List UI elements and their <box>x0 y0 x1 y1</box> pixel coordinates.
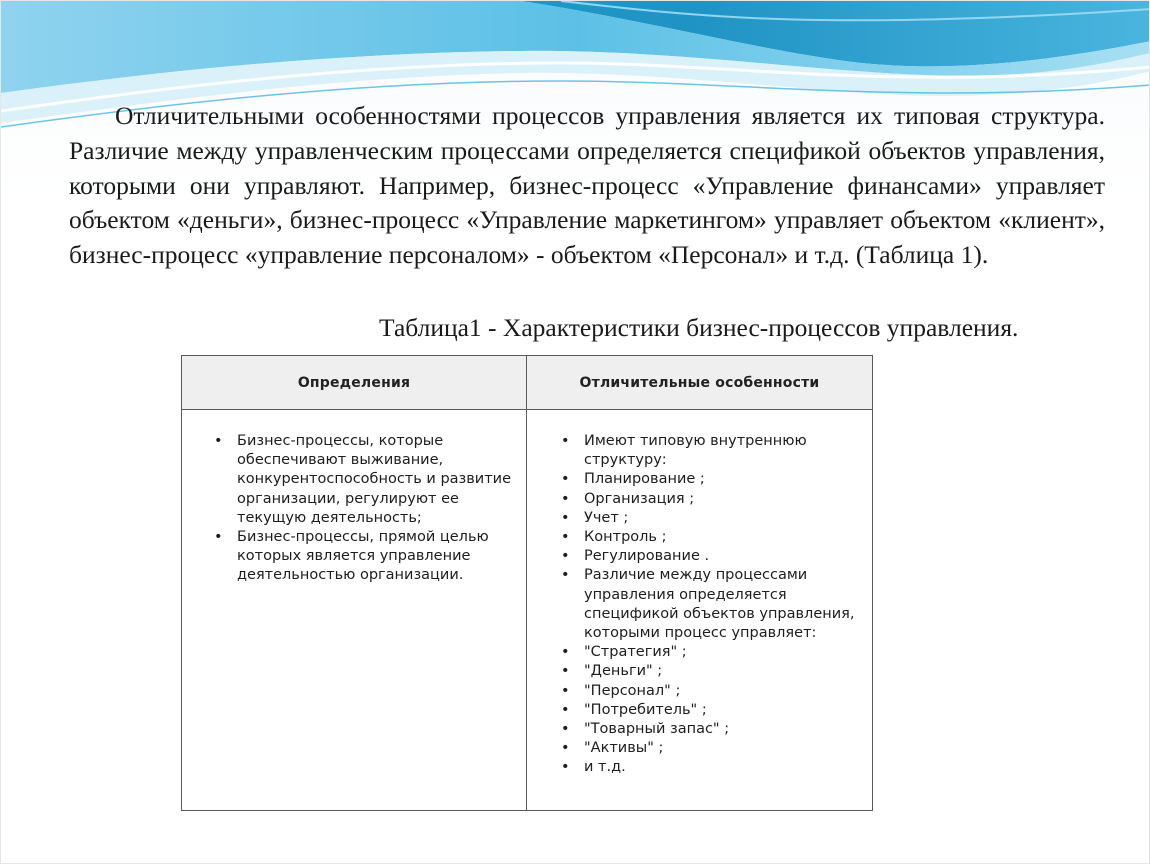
list-item: • Имеют типовую внутреннюю структуру: <box>584 432 864 470</box>
list-item: • Контроль ; <box>584 528 864 547</box>
table-header-definitions: Определения <box>182 356 527 410</box>
list-item: • Бизнес-процессы, прямой целью которых является управление деятельностью организации. <box>237 528 518 586</box>
table-caption: Таблица1 - Характеристики бизнес-процессов управления. <box>379 313 1019 342</box>
list-item: • и т.д. <box>584 758 864 777</box>
features-list <box>535 432 864 778</box>
table-header-features: Отличительные особенности <box>527 356 872 410</box>
list-item: • "Активы" ; <box>584 739 864 758</box>
list-item: • "Деньги" ; <box>584 662 864 681</box>
list-item: • Различие между процессами управления определяется спецификой объектов управления, которыми процесс управляет: <box>584 566 864 643</box>
list-item: • Учет ; <box>584 509 864 528</box>
list-item: • "Товарный запас" ; <box>584 720 864 739</box>
characteristics-table <box>181 355 873 811</box>
table-cell-features <box>527 410 872 810</box>
list-item: • "Персонал" ; <box>584 682 864 701</box>
intro-paragraph: Отличительными особенностями процессов управления является их типовая структура. Различие между управленческим процессами определяется спецификой объектов управления, которыми они управляют. Например, бизнес-процесс «Управление финансами» управляет объектом «деньги», бизнес-процесс «Управление маркетингом» управляет объектом «клиент», бизнес-процесс «управление персоналом» - объектом «Персонал» и т.д. (Таблица 1). <box>69 101 1105 270</box>
definitions-list <box>190 432 518 586</box>
table-cell-definitions <box>182 410 527 810</box>
list-item: • Регулирование . <box>584 547 864 566</box>
list-item: • Бизнес-процессы, которые обеспечивают выживание, конкурентоспособность и развитие организации, регулируют ее текущую деятельность; <box>237 432 518 528</box>
list-item: • Планирование ; <box>584 470 864 489</box>
list-item: • "Потребитель" ; <box>584 701 864 720</box>
list-item: • "Стратегия" ; <box>584 643 864 662</box>
list-item: • Организация ; <box>584 490 864 509</box>
